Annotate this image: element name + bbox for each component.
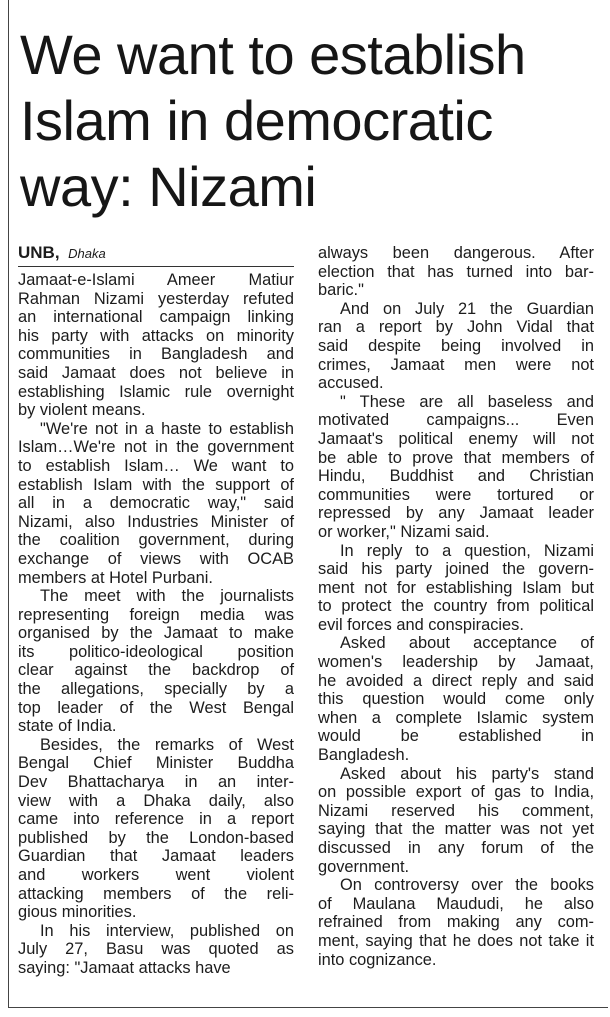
article-text-line: Besides, the remarks of West bbox=[40, 735, 294, 754]
article-paragraph bbox=[18, 271, 294, 420]
article-text-line: establishing Islamic rule overnight bbox=[18, 382, 294, 401]
article-text-line: clear against the backdrop of bbox=[18, 661, 294, 680]
article-text-line: said his party joined the govern- bbox=[318, 560, 594, 579]
headline-line: way: Nizami bbox=[20, 155, 317, 218]
article-paragraph bbox=[318, 300, 594, 393]
article-text-line: view with a Dhaka daily, also bbox=[18, 791, 294, 810]
article-text-line: Nizami, also Industries Minister of bbox=[18, 512, 294, 531]
article-text-line: to establish Islam… We want to bbox=[18, 456, 294, 475]
article-text-line: when a complete Islamic system bbox=[318, 708, 594, 727]
article-text-line: The meet with the journalists bbox=[40, 587, 294, 606]
article-text-line: his party with attacks on minority bbox=[18, 326, 294, 345]
article-text-line: Guardian that Jamaat leaders bbox=[18, 847, 294, 866]
article-text-line: In reply to a question, Nizami bbox=[340, 541, 594, 560]
article-text-line: he avoided a direct reply and said bbox=[318, 671, 594, 690]
article-text-line: state of India. bbox=[18, 717, 117, 736]
article-text-line: on possible export of gas to India, bbox=[318, 783, 594, 802]
article-text-line: accused. bbox=[318, 374, 384, 393]
article-paragraph bbox=[18, 736, 294, 922]
article-text-line: " These are all baseless and bbox=[340, 392, 594, 411]
article-paragraph bbox=[318, 765, 594, 877]
article-text-line: published by the London-based bbox=[18, 828, 294, 847]
article-text-line: exchange of views with OCAB bbox=[18, 549, 294, 568]
article-text-line: this question would come only bbox=[318, 690, 594, 709]
article-text-line: or worker," Nizami said. bbox=[318, 522, 490, 541]
article-text-line: be able to prove that members of bbox=[318, 448, 594, 467]
headline-line: Islam in democratic bbox=[20, 89, 493, 152]
article-text-line: evil forces and conspiracies. bbox=[318, 615, 524, 634]
article-text-line: "We're not in a haste to establish bbox=[40, 419, 294, 438]
article-paragraph bbox=[318, 393, 594, 542]
article-text-line: election that has turned into bar- bbox=[318, 262, 594, 281]
article-text-line: motivated campaigns... Even bbox=[318, 411, 594, 430]
article-text-line: crimes, Jamaat men were not bbox=[318, 355, 594, 374]
article-text-line: Dev Bhattacharya in an inter- bbox=[18, 773, 294, 792]
byline-location: Dhaka bbox=[68, 246, 106, 261]
article-text-line: and workers went violent bbox=[18, 866, 294, 884]
article-text-line: women's leadership by Jamaat, bbox=[318, 653, 594, 672]
article-paragraph bbox=[18, 922, 294, 978]
article-text-line: always been dangerous. After bbox=[318, 244, 594, 262]
article-text-line: Asked about his party's stand bbox=[340, 764, 594, 783]
article-text-line: Jamaat's political enemy will not bbox=[318, 429, 594, 448]
article-text-line: saying: "Jamaat attacks have bbox=[18, 958, 231, 977]
article-text-line: ment, saying that he does not take it bbox=[318, 931, 594, 950]
article-text-line: Bengal Chief Minister Buddha bbox=[18, 754, 294, 773]
article-text-line: members at Hotel Purbani. bbox=[18, 568, 213, 587]
article-text-line: communities were tortured or bbox=[318, 485, 594, 504]
article-text-line: And on July 21 the Guardian bbox=[340, 299, 594, 318]
article-text-line: Hindu, Buddhist and Christian bbox=[318, 467, 594, 486]
article-text-line: top leader of the West Bengal bbox=[18, 698, 294, 717]
article-text-line: Bangladesh. bbox=[318, 746, 410, 765]
article-text-line: In his interview, published on bbox=[40, 921, 294, 940]
byline-agency: UNB, bbox=[18, 243, 60, 262]
article-text-line: all in a democratic way," said bbox=[18, 494, 294, 513]
article-text-line: repressed by any Jamaat leader bbox=[318, 504, 594, 523]
article-text-line: an international campaign linking bbox=[18, 308, 294, 327]
article-paragraph bbox=[18, 420, 294, 587]
article-text-line: baric." bbox=[318, 281, 364, 300]
article-text-line: ment not for establishing Islam but bbox=[318, 578, 594, 597]
article-text-line: communities in Bangladesh and bbox=[18, 345, 294, 364]
article-body-right bbox=[318, 244, 594, 969]
article-paragraph bbox=[318, 876, 594, 969]
article-text-line: refrained from making any com- bbox=[318, 913, 594, 932]
article-paragraph bbox=[318, 542, 594, 635]
article-text-line: attacking members of the reli- bbox=[18, 884, 294, 903]
article-text-line: said Jamaat does not believe in bbox=[18, 363, 294, 382]
article-text-line: Jamaat-e-Islami Ameer Matiur bbox=[18, 271, 294, 289]
article-text-line: Rahman Nizami yesterday refuted bbox=[18, 289, 294, 308]
article-text-line: saying that the matter was not yet bbox=[318, 820, 594, 839]
article-text-line: government. bbox=[318, 857, 410, 876]
article-text-line: discussed in any forum of the bbox=[318, 839, 594, 857]
article-text-line: would be established in bbox=[318, 727, 594, 746]
article-paragraph bbox=[18, 587, 294, 736]
article-text-line: ran a report by John Vidal that bbox=[318, 318, 594, 337]
article-text-line: representing foreign media was bbox=[18, 605, 294, 624]
article-text-line: Islam…We're not in the government bbox=[18, 438, 294, 457]
article-headline bbox=[20, 22, 605, 220]
byline bbox=[18, 244, 294, 267]
article-text-line: organised by the Jamaat to make bbox=[18, 624, 294, 643]
article-text-line: Asked about acceptance of bbox=[340, 634, 594, 653]
article-text-line: came into reference in a report bbox=[18, 810, 294, 829]
article-text-line: of Maulana Maududi, he also bbox=[318, 894, 594, 913]
article-paragraph bbox=[318, 634, 594, 764]
article-text-line: to protect the country from political bbox=[318, 597, 594, 616]
article-text-line: the allegations, specially by a bbox=[18, 680, 294, 699]
headline-line: We want to establish bbox=[20, 23, 526, 86]
article-text-line: July 27, Basu was quoted as bbox=[18, 940, 294, 959]
article-text-line: On controversy over the books bbox=[340, 876, 594, 895]
article-text-line: its politico-ideological position bbox=[18, 642, 294, 661]
article-column-right bbox=[318, 244, 594, 969]
article-text-line: establish Islam with the support of bbox=[18, 475, 294, 494]
article-paragraph bbox=[318, 244, 594, 300]
article-text-line: Nizami reserved his comment, bbox=[318, 801, 594, 820]
article-text-line: by violent means. bbox=[18, 401, 146, 420]
article-body-left bbox=[18, 271, 294, 978]
article-text-line: into cognizance. bbox=[318, 950, 437, 969]
article-text-line: gious minorities. bbox=[18, 903, 137, 922]
article-text-line: said despite being involved in bbox=[318, 336, 594, 355]
article-column-left bbox=[18, 244, 294, 978]
article-text-line: the coalition government, during bbox=[18, 531, 294, 550]
